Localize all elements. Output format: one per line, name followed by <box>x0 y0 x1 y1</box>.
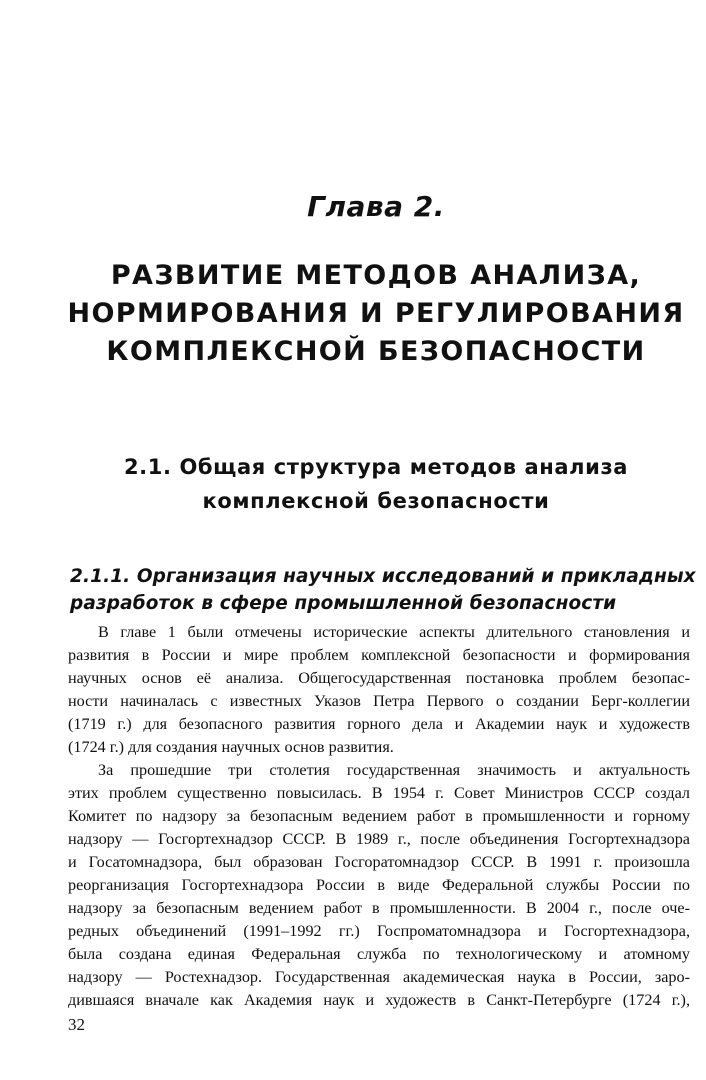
chapter-title-line: КОМПЛЕКСНОЙ БЕЗОПАСНОСТИ <box>106 336 646 367</box>
section-title-line: комплексной безопасности <box>202 489 550 513</box>
paragraph-line: и Госатомнадзора, был образован Госгоратомнадзор СССР. В 1991 г. произошла <box>68 853 690 871</box>
paragraph-line: Комитет по надзору за безопасным ведением работ в промышленности и горному <box>68 807 690 825</box>
paragraph-line: В главе 1 были отмечены исторические аспекты длительного становления и <box>98 623 690 641</box>
paragraph-line: была создана единая Федеральная служба по технологическому и атомному <box>68 945 690 963</box>
paragraph-line: (1719 г.) для безопасного развития горного дела и Академии наук и художеств <box>68 715 690 733</box>
paragraph-line: надзору — Госгортехнадзор СССР. В 1989 г., после объединения Госгортехнадзора <box>68 830 690 848</box>
subsection-title-line: разработок в сфере промышленной безопасности <box>70 593 617 614</box>
chapter-title-line: НОРМИРОВАНИЯ И РЕГУЛИРОВАНИЯ <box>67 298 685 329</box>
paragraph <box>68 621 690 759</box>
paragraph-line: редных объединений (1991–1992 гг.) Госпроматомнадзора и Госгортехнадзора, <box>68 922 690 940</box>
page-number: 32 <box>68 1015 85 1034</box>
paragraph-line: научных основ её анализа. Общегосударственная постановка проблем безопас- <box>68 669 690 687</box>
section-title-line: 2.1. Общая структура методов анализа <box>123 455 629 479</box>
chapter-title-line: РАЗВИТИЕ МЕТОДОВ АНАЛИЗА, <box>110 260 642 291</box>
paragraph-line: (1724 г.) для создания научных основ развития. <box>68 738 394 756</box>
subsection-title <box>70 563 696 617</box>
paragraph-line: реорганизация Госгортехнадзора России в виде Федеральной службы России по <box>68 876 690 894</box>
paragraph <box>68 759 690 1012</box>
chapter-label: Глава 2. <box>307 190 445 223</box>
section-title <box>100 450 652 518</box>
paragraph-line: этих проблем существенно повысилась. В 1954 г. Совет Министров СССР создал <box>68 784 690 802</box>
paragraph-line: развития в России и мире проблем комплексной безопасности и формирования <box>68 646 690 664</box>
paragraph-line: За прошедшие три столетия государственная значимость и актуальность <box>98 761 690 779</box>
paragraph-line: ности начиналась с известных Указов Петра Первого о создании Берг-коллегии <box>68 692 690 710</box>
body-text <box>68 621 690 1012</box>
paragraph-line: надзору — Ростехнадзор. Государственная академическая наука в России, заро- <box>68 968 690 986</box>
subsection-title-line: 2.1.1. Организация научных исследований и прикладных <box>70 566 696 587</box>
paragraph-line: надзору за безопасным ведением работ в промышленности. В 2004 г., после оче- <box>68 899 690 917</box>
chapter-title <box>66 257 686 371</box>
paragraph-line: дившаяся вначале как Академия наук и художеств в Санкт-Петербурге (1724 г.), <box>68 991 690 1009</box>
